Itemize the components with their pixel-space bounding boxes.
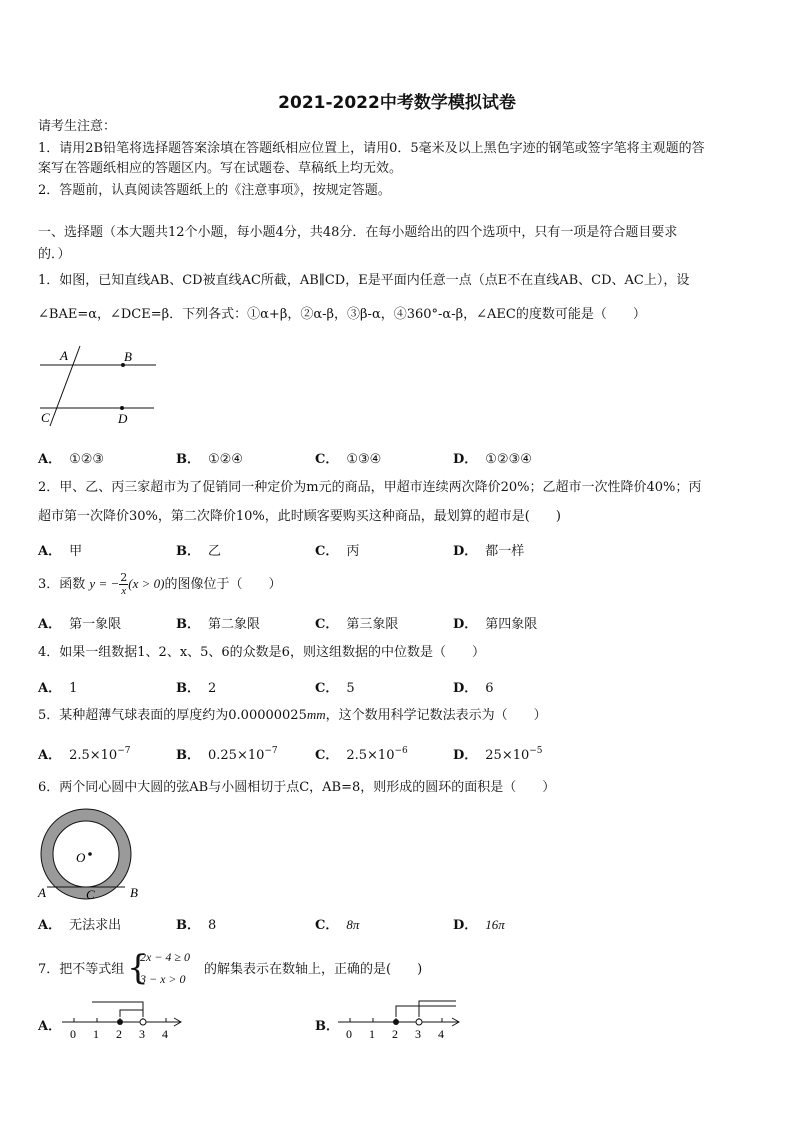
q2-line-2: 超市第一次降价30%，第二次降价10%，此时顾客要购买这种商品，最划算的超市是( ) (38, 509, 561, 524)
tick-label: 1 (93, 1027, 99, 1041)
q3-fraction: $\frac{2}{x}$ (120, 571, 128, 597)
open-point (416, 1019, 422, 1025)
ray-right (120, 1010, 143, 1017)
q2-option-c[interactable]: C． 丙 (315, 544, 360, 559)
center-point (88, 852, 92, 856)
q4-option-b[interactable]: B． 2 (176, 681, 217, 696)
q5-option-b[interactable]: B． $0.25\times 10^{-7}$ (176, 746, 278, 763)
tick-label: 4 (162, 1027, 168, 1041)
notice-heading: 请考生注意： (38, 119, 117, 134)
q1-line-1: 1．如图，已知直线AB、CD被直线AC所截，AB∥CD，E是平面内任意一点（点E不在直线AB、CD、AC上），设 (38, 273, 690, 288)
q3-option-c[interactable]: C． 第三象限 (315, 617, 399, 632)
notice-item-1-line-2: 案写在答题纸相应的答题区内。写在试题卷、草稿纸上均无效。 (38, 161, 403, 176)
q4-option-d[interactable]: D． 6 (453, 681, 494, 696)
q2-line-1: 2．甲、乙、丙三家超市为了促销同一种定价为m元的商品，甲超市连续两次降价20%；乙超市一次性降价40%；丙 (38, 480, 702, 495)
q5-option-d[interactable]: D． $25\times 10^{-5}$ (453, 746, 543, 763)
q1-option-b[interactable]: B． ①②④ (176, 452, 243, 467)
label-b: B (130, 885, 138, 900)
q4-option-a[interactable]: A． 1 (38, 681, 78, 696)
open-point (140, 1019, 146, 1025)
q6-option-a[interactable]: A． 无法求出 (38, 918, 122, 933)
q7-number-line-b (336, 998, 464, 1042)
q7-option-b[interactable]: B． (315, 1019, 339, 1034)
q1-option-d[interactable]: D． ①②③④ (453, 452, 532, 467)
q1-option-a[interactable]: A． ①②③ (38, 452, 105, 467)
q6-option-c[interactable]: C． 8π (315, 917, 360, 933)
q5-stem: 5．某种超薄气球表面的厚度约为0.00000025mm，这个数用科学记数法表示为（ ） (38, 707, 547, 723)
label-d: D (118, 411, 128, 426)
notice-item-1-line-1: 1．请用2B铅笔将选择题答案涂填在答题纸相应位置上，请用0．5毫米及以上黑色字迹的钢笔或签字笔将主观题的答 (38, 141, 705, 156)
q7-option-a[interactable]: A． (38, 1019, 62, 1034)
notice-item-2: 2．答题前，认真阅读答题纸上的《注意事项》，按规定答题。 (38, 183, 391, 198)
section-1-line-2: 的．） (38, 247, 71, 262)
q6-option-b[interactable]: B． 8 (176, 918, 217, 933)
q3-option-b[interactable]: B． 第二象限 (176, 617, 261, 632)
q5-option-a[interactable]: A． $2.5\times 10^{-7}$ (38, 746, 131, 763)
tick-label: 2 (116, 1027, 122, 1041)
label-a: A (60, 348, 68, 363)
label-o: O (76, 850, 86, 865)
q3-option-d[interactable]: D． 第四象限 (453, 617, 538, 632)
q6-option-d[interactable]: D． 16π (453, 917, 505, 933)
solid-point (117, 1019, 123, 1025)
tick-label: 0 (70, 1027, 76, 1041)
inner-circle (53, 821, 119, 887)
tick-label: 2 (392, 1027, 398, 1041)
tick-label: 4 (438, 1027, 444, 1041)
q7-brace: { (127, 948, 149, 988)
page-title: 2021-2022中考数学模拟试卷 (278, 93, 516, 113)
point-d (120, 406, 124, 410)
label-c: C (86, 887, 95, 902)
q6-figure (36, 808, 146, 904)
label-b: B (124, 349, 132, 364)
q2-option-d[interactable]: D． 都一样 (453, 544, 525, 559)
q1-option-c[interactable]: C． ①③④ (315, 452, 382, 467)
q6-line-1: 6．两个同心圆中大圆的弦AB与小圆相切于点C，AB=8，则形成的圆环的面积是（ ） (38, 780, 556, 795)
ray-upper (396, 1006, 456, 1017)
q3-stem: 3．函数 y = − $\frac{2}{x}$ (x > 0)的图像位于（ ） (38, 571, 282, 597)
q1-line-2: ∠BAE=α，∠DCE=β．下列各式：①α+β，②α-β，③β-α，④360°-α-β，∠AEC的度数可能是（ ） (38, 307, 646, 322)
q2-option-a[interactable]: A． 甲 (38, 544, 83, 559)
q5-value: 0.00000025 (228, 708, 307, 723)
q7-inequality-2: 3 − x > 0 (140, 972, 186, 986)
q7-number-line-a (60, 998, 186, 1042)
q3-option-a[interactable]: A． 第一象限 (38, 617, 122, 632)
q5-option-c[interactable]: C． $2.5\times 10^{-6}$ (315, 746, 408, 763)
q7-inequality-1: 2x − 4 ≥ 0 (140, 950, 191, 964)
q2-option-b[interactable]: B． 乙 (176, 544, 222, 559)
q1-figure (36, 344, 166, 428)
tick-label: 1 (369, 1027, 375, 1041)
tick-label: 0 (346, 1027, 352, 1041)
label-c: C (41, 410, 50, 425)
q4-line-1: 4．如果一组数据1、2、x、5、6的众数是6，则这组数据的中位数是（ ） (38, 645, 485, 660)
section-1-line-1: 一、选择题（本大题共12个小题，每小题4分，共48分．在每小题给出的四个选项中，只有一项是符合题目要求 (38, 225, 678, 240)
solid-point (393, 1019, 399, 1025)
ray-lower (419, 1001, 456, 1017)
tick-label: 3 (415, 1027, 421, 1041)
label-a: A (38, 885, 46, 900)
q3-function: y = − (89, 576, 120, 591)
q4-option-c[interactable]: C． 5 (315, 681, 355, 696)
tick-label: 3 (139, 1027, 145, 1041)
